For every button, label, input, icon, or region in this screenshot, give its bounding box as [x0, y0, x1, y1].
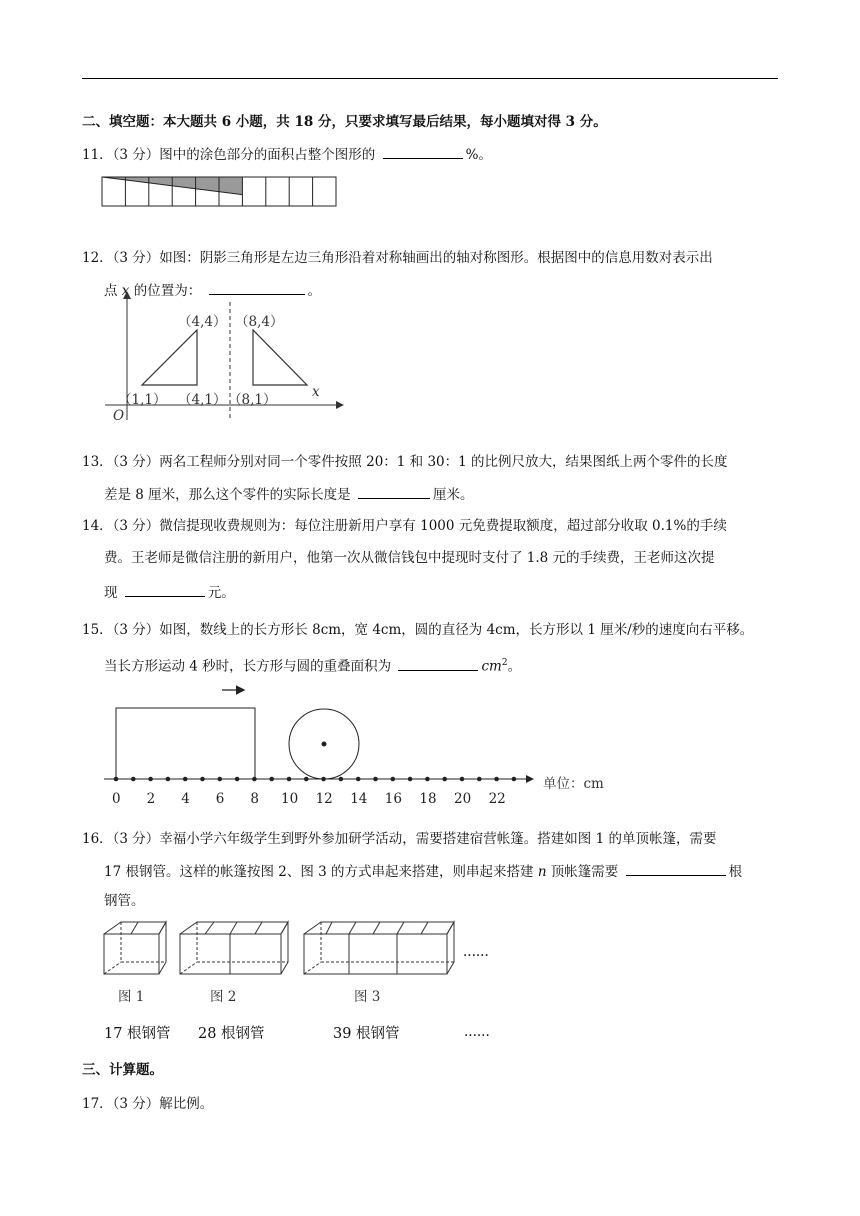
q16-end: 根	[728, 864, 743, 880]
q15-end: 。	[507, 658, 522, 675]
q16-fig2-label: 图 2	[210, 989, 237, 1005]
q11-stem: 11．（3 分）图中的涂色部分的面积占整个图形的	[82, 147, 376, 163]
q12-line1: 12．（3 分）如图：阴影三角形是左边三角形沿着对称轴画出的轴对称图形。根据图中的信息用数对表示出	[82, 250, 713, 266]
q14-pre: 现	[104, 585, 118, 601]
label-p11: （1,1）	[118, 392, 167, 408]
q16-count-ellipsis: ......	[464, 1024, 490, 1040]
q13-line2	[104, 484, 473, 505]
q15-line1: 15．（3 分）如图，数线上的长方形长 8cm，宽 4cm，圆的直径为 4cm，长方形以 1 厘米/秒的速度向右平移。	[82, 622, 754, 638]
label-x: x	[312, 384, 320, 400]
axis-label-12: 12	[315, 791, 333, 807]
q16-var: n	[537, 864, 547, 880]
q13-answer-blank[interactable]	[358, 484, 430, 499]
q15-answer-blank[interactable]	[398, 656, 478, 671]
q16-pre: 17 根钢管。这样的帐篷按图 2、图 3 的方式串起来搭建，则串起来搭建	[104, 864, 538, 880]
label-p81: （8,1）	[228, 392, 277, 408]
axis-label-10: 10	[281, 791, 299, 807]
q16-count1: 17 根钢管	[104, 1026, 171, 1042]
q15-pre: 当长方形运动 4 秒时，长方形与圆的重叠面积为	[104, 658, 392, 675]
q16-fig1-label: 图 1	[118, 989, 145, 1005]
q16-tents-figure	[100, 918, 460, 978]
q15-sup: 2	[501, 658, 508, 668]
tent-fig1	[104, 922, 166, 974]
axis-label-6: 6	[215, 791, 225, 807]
q16-line2	[104, 861, 742, 882]
q11-answer-blank[interactable]	[383, 144, 463, 159]
axis-label-18: 18	[419, 791, 437, 807]
q14-line1: 14．（3 分）微信提现收费规则为：每位注册新用户享有 1000 元免费提取额度，超过部分收取 0.1%的手续	[82, 518, 727, 534]
q17-text: 17．（3 分）解比例。	[82, 1096, 214, 1112]
left-triangle	[142, 330, 197, 385]
q15-unit-label: 单位：cm	[543, 776, 604, 792]
q16-fig-ellipsis: ......	[463, 944, 489, 960]
section3-title: 三、计算题。	[82, 1062, 163, 1078]
label-p84: （8,4）	[235, 314, 284, 330]
q14-line3	[104, 582, 235, 603]
axis-label-20: 20	[454, 791, 472, 807]
q13-pre: 差是 8 厘米，那么这个零件的实际长度是	[104, 487, 351, 503]
shaded-triangle	[253, 330, 307, 385]
q12-post: 的位置为：	[129, 283, 202, 299]
q16-count3: 39 根钢管	[333, 1026, 400, 1042]
q14-answer-blank[interactable]	[125, 582, 205, 597]
axis-label-16: 16	[384, 791, 402, 807]
axis-label-22: 22	[488, 791, 506, 807]
section2-title: 二、填空题：本大题共 6 小题，共 18 分，只要求填写最后结果，每小题填对得 3 分。	[82, 114, 607, 130]
q11-text	[82, 144, 492, 165]
axis-label-14: 14	[350, 791, 368, 807]
q15-line2	[104, 653, 521, 677]
q12-var: x	[121, 283, 130, 299]
q11-figure	[100, 175, 340, 209]
q16-count2: 28 根钢管	[198, 1026, 265, 1042]
label-p44: （4,4）	[178, 314, 227, 330]
q16-line1: 16．（3 分）幸福小学六年级学生到野外参加研学活动，需要搭建宿营帐篷。搭建如图 1 的单顶帐篷，需要	[82, 831, 717, 847]
q15-unit: cm	[481, 658, 502, 675]
label-origin: O	[113, 408, 125, 424]
rectangle	[116, 708, 255, 779]
header-rule	[82, 78, 778, 79]
q11-suffix: %。	[465, 147, 492, 163]
axis-label-4: 4	[181, 791, 190, 807]
axis-label-0: 0	[112, 791, 121, 807]
q12-pre: 点	[104, 283, 122, 299]
q16-line3: 钢管。	[104, 893, 145, 909]
q14-line2: 费。王老师是微信注册的新用户，他第一次从微信钱包中提现时支付了 1.8 元的手续费，王老师这次提	[104, 550, 715, 566]
q12-end: 。	[307, 283, 322, 299]
label-p41: （4,1）	[178, 392, 227, 408]
q15-numberline-figure	[100, 680, 560, 790]
q16-post: 顶帐篷需要	[546, 864, 619, 880]
q13-post: 厘米。	[432, 487, 474, 503]
q13-line1: 13．（3 分）两名工程师分别对同一个零件按照 20：1 和 30：1 的比例尺放大，结果图纸上两个零件的长度	[82, 454, 728, 470]
q14-post: 元。	[207, 585, 235, 601]
circle-center	[322, 742, 327, 747]
q16-fig3-label: 图 3	[354, 989, 381, 1005]
q16-answer-blank[interactable]	[626, 861, 726, 876]
axis-label-2: 2	[146, 791, 156, 807]
tent-fig2	[180, 922, 288, 974]
tent-fig3	[304, 922, 454, 974]
axis-label-8: 8	[250, 791, 259, 807]
